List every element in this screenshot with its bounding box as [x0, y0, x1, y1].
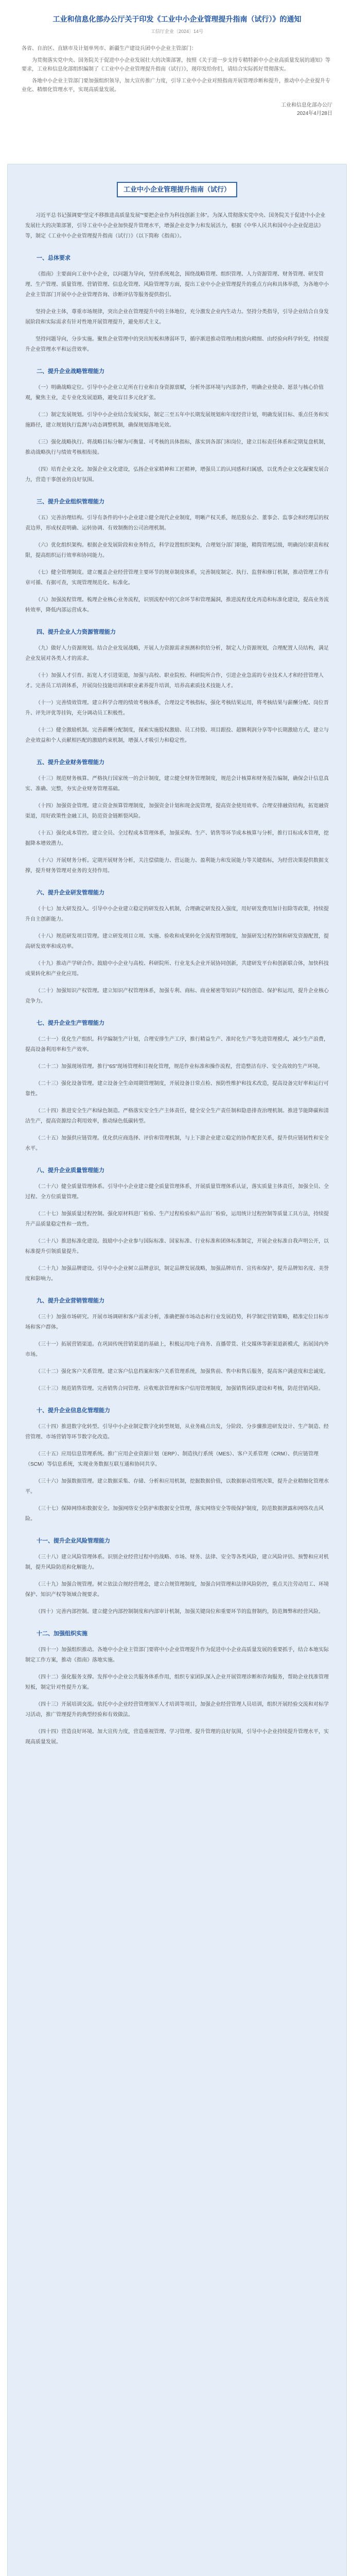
- guide-paragraph: （八）加强流程管理。梳理企业核心业务流程，识别流程中的冗余环节和管理漏洞，推进流程优化再造和标准化建设，提高业务流转效率，降低内部运营成本。: [25, 597, 329, 613]
- guide-paragraph: （二十八）推进标准化建设。鼓励中小企业参与国际标准、国家标准、行业标准和团体标准制定，开展企业标准自我声明公开，以标准提升引领质量提升。: [25, 1239, 329, 1255]
- issuing-office: 工业和信息化部办公厅: [281, 103, 332, 108]
- guide-paragraph: （三十四）推进数字化转型。引导中小企业制定数字化转型规划，从业务痛点出发，分阶段、分步骤推进研发设计、生产制造、经营管理、市场营销等环节数字化改造。: [25, 1424, 329, 1440]
- section-heading: 九、提升企业营销管理能力: [37, 1298, 104, 1304]
- guide-paragraph: （十二）健全激励机制。完善薪酬分配制度，探索实施股权激励、员工持股、项目跟投、超额利润分享等中长期激励方式，建立与企业效益和个人贡献相匹配的激励约束机制，增强人才吸引力和稳定性。: [25, 727, 329, 743]
- guide-paragraph: （十九）推动产学研合作。鼓励中小企业与高校、科研院所、行业龙头企业开展协同创新，共建研发平台和创新联合体，加快科技成果转化和产业化应用。: [25, 961, 329, 977]
- guide-paragraph: （四十）完善内部控制。建立健全内部控制制度和内部审计机制，加强关键岗位和重要环节的监督制约，防范舞弊和经营风险。: [36, 1609, 324, 1615]
- guide-paragraph: 《指南》主要面向工业中小企业，以问题为导向，坚持系统观念，围绕战略管理、组织管理、人力资源管理、财务管理、研发管理、生产管理、质量管理、营销管理、信息化管理、风险管理等方面，提出工业中小企业管理提升的重点方向和具体举措，为各地中小企业主管部门开展中小企业管理咨询、诊断评估等服务提供指引。: [25, 272, 329, 298]
- guide-paragraph: （六）优化组织架构。根据企业发展阶段和业务特点，科学设置组织架构，合理划分部门职能，精简管理层级，明确岗位职责和权限，提高组织运行效率和协同能力。: [25, 543, 329, 558]
- section-heading: 四、提升企业人力资源管理能力: [37, 629, 116, 635]
- guide-paragraph: （一）明确战略定位。引导中小企业立足所在行业和自身资源禀赋，分析外部环境与内部条件，明确企业使命、愿景与核心价值观，聚焦主业，走专业化发展道路，避免盲目多元化扩张。: [25, 385, 324, 401]
- guide-body: [25, 211, 329, 1748]
- guide-paragraph: （二十五）加强供应链管理。优化供应商选择、评价和管理机制，与上下游企业建立稳定的协作配套关系，提升供应链韧性和安全水平。: [25, 1136, 329, 1151]
- guide-paragraph: （十四）加强资金管理。建立资金预算管理制度，加强资金计划和现金流管理，提高资金使用效率。合理安排融资结构，拓宽融资渠道，用好政策性金融工具，防范资金链断裂风险。: [25, 803, 329, 819]
- guide-paragraph: （九）做好人力资源规划。结合企业发展战略，开展人力资源需求预测和供给分析，制定人力资源规划，合理配置人员结构，满足企业发展对各类人才的需求。: [25, 646, 329, 662]
- guide-paragraph: （三十一）拓展营销渠道。在巩固传统营销渠道的基础上，积极运用电子商务、直播带货、社交媒体等新渠道新模式，拓展国内外市场。: [25, 1342, 329, 1358]
- guide-paragraph: （十）加强人才引育。拓宽人才引进渠道，加强与高校、职业院校、科研院所合作，引进企业急需的专业技术人才和经营管理人才。完善员工培训体系，开展岗位技能培训和职业素养提升培训，培养高素质技术技能人才。: [25, 673, 324, 689]
- guide-paragraph: （三）强化战略执行。将战略目标分解为可衡量、可考核的具体指标，落实到各部门和岗位，建立目标责任体系和定期复盘机制，推动战略执行与绩效考核相衔接。: [25, 439, 329, 455]
- guide-paragraph: （十七）加大研发投入。引导中小企业建立稳定的研发投入机制，合理确定研发投入强度，用好研发费用加计扣除等政策，持续提升自主创新能力。: [25, 906, 329, 922]
- guide-paragraph: 坚持企业主体，尊重市场规律，突出企业在管理提升中的主体地位，充分激发企业内生动力。坚持分类指导，引导企业结合自身发展阶段和实际需求有针对性地开展管理提升，避免形式主义。: [25, 309, 329, 325]
- guide-paragraph: 习近平总书记强调要“坚定不移推进高质量发展”“要把企业作为科技创新主体”。为深入贯彻落实党中央、国务院关于促进中小企业发展壮大的决策部署，引导工业中小企业加快提升管理水平，增强企业竞争力和发展活力，根据《中华人民共和国中小企业促进法》等，制定《工业中小企业管理提升指南（试行）》（以下简称《指南》）。: [25, 213, 326, 239]
- section-heading: 十二、加强组织实施: [37, 1631, 87, 1637]
- section-heading: 一、总体要求: [37, 255, 70, 261]
- guide-paragraph: （四十四）营造良好环境。加大宣传力度，营造重视管理、学习管理、提升管理的良好氛围，引导中小企业持续提升管理水平，实现高质量发展。: [25, 1729, 329, 1745]
- section-heading: 五、提升企业财务管理能力: [37, 759, 104, 766]
- guide-paragraph: （二十七）加强质量过程控制。强化原材料进厂检验、生产过程检验和产品出厂检验，运用统计过程控制等质量工具方法，持续提升产品质量稳定性和一致性。: [25, 1211, 329, 1227]
- cover-paragraph: 各地中小企业主管部门要加强组织领导，加大宣传推广力度，引导工业中小企业对照指南开展管理诊断和提升，推动中小企业提升专业化、精细化管理水平，实现高质量发展。: [22, 78, 330, 93]
- guide-paragraph: （四）培育企业文化。加强企业文化建设，弘扬企业家精神和工匠精神，增强员工的认同感和归属感，以优秀企业文化凝聚发展合力，营造干事创业的良好氛围。: [25, 467, 329, 483]
- guide-paragraph: （三十二）强化客户关系管理。建立客户信息档案和客户关系管理系统，加强售前、售中和售后服务，提高客户满意度和忠诚度。: [36, 1369, 329, 1375]
- section-heading: 七、提升企业生产管理能力: [37, 1020, 104, 1026]
- guide-paragraph: （五）完善治理结构。引导有条件的中小企业建立健全现代企业制度，明晰产权关系，规范股东会、董事会、监事会和经理层的权责边界，形成权责明确、运转协调、有效制衡的公司治理机制。: [25, 515, 329, 531]
- section-heading: 六、提升企业研发管理能力: [37, 890, 104, 896]
- section-heading: 十、提升企业信息化管理能力: [37, 1408, 110, 1414]
- guide-paragraph: （二十六）健全质量管理体系。引导中小企业建立健全质量管理体系，开展质量管理体系认证，落实质量主体责任，加强全员、全过程、全方位质量管理。: [25, 1184, 329, 1200]
- guide-paragraph: （三十）加强市场研究。开展市场调研和客户需求分析，准确把握市场动态和行业发展趋势，科学制定营销策略，精准定位目标市场和客户群体。: [25, 1314, 329, 1330]
- issue-date: 2024年4月28日: [297, 111, 332, 116]
- guide-paragraph: （七）健全管理制度。建立覆盖企业经营管理主要环节的规章制度体系，完善制度制定、执行、监督和修订机制，推动管理工作有章可循、有据可查，实现管理规范化、标准化。: [25, 570, 329, 586]
- guide-paragraph: （三十六）加强数据管理。建立数据采集、存储、分析和应用机制，挖掘数据价值，以数据驱动管理决策，提升企业精细化管理水平。: [25, 1479, 329, 1495]
- guide-paragraph: （二十）加强知识产权管理。建立知识产权管理体系，加强专利、商标、商业秘密等知识产权的创造、保护和运用，提升企业核心竞争力。: [25, 988, 329, 1004]
- section-heading: 十一、提升企业风险管理能力: [37, 1538, 110, 1544]
- notice-title: 工业和信息化部办公厅关于印发《工业中小企业管理提升指南（试行）》的通知: [52, 15, 302, 23]
- guide-paragraph: （二十二）加强现场管理。推行“6S”现场管理和目视化管理，规范作业标准和操作流程，营造整洁有序、安全高效的生产环境。: [36, 1064, 323, 1070]
- signature-block: [0, 97, 354, 118]
- section-heading: 三、提升企业组织管理能力: [37, 499, 104, 505]
- guide-paragraph: 坚持问题导向，分步实施。聚焦企业管理中的突出短板和薄弱环节，循序渐进推动管理由粗放向精细、由经验向科学转变，持续提升企业管理水平和运营效率。: [25, 336, 329, 352]
- guide-paragraph: （二十一）优化生产组织。科学编制生产计划，合理安排生产工序，推行精益生产、准时化生产等先进管理模式，减少生产浪费，提高设备利用率和生产效率。: [25, 1037, 329, 1053]
- section-heading: 八、提升企业质量管理能力: [37, 1167, 104, 1174]
- guide-paragraph: （三十五）应用信息管理系统。推广应用企业资源计划（ERP）、制造执行系统（MES）、客户关系管理（CRM）、供应链管理（SCM）等信息系统，实现业务数据互联互通和协同共享。: [25, 1451, 319, 1467]
- document-number: 工信厅企业〔2024〕14号: [150, 29, 204, 34]
- guide-paragraph: （十六）开展财务分析。定期开展财务分析，关注偿债能力、营运能力、盈利能力和发展能力等关键指标，为经营决策提供数据支撑，提升财务管理对业务的支持作用。: [25, 858, 329, 874]
- guide-paragraph: （二十三）强化设备管理。建立设备全生命周期管理制度，开展设备日常点检、预防性维护和技术改造，提高设备完好率和运行可靠性。: [25, 1081, 329, 1097]
- guide-paragraph: （三十七）保障网络和数据安全。加强网络安全防护和数据安全管理，落实网络安全等级保护制度，防范数据泄露和网络攻击风险。: [25, 1506, 324, 1522]
- guide-paragraph: （四十一）加强组织推动。各地中小企业主管部门要将中小企业管理提升作为促进中小企业高质量发展的重要抓手，结合本地实际制定工作方案，推动《指南》落地实施。: [25, 1647, 329, 1663]
- guide-heading: 工业中小企业管理提升指南（试行）: [117, 182, 237, 197]
- section-heading: 二、提升企业战略管理能力: [37, 368, 104, 375]
- addressee: 各省、自治区、直辖市及计划单列市、新疆生产建设兵团中小企业主管部门：: [22, 46, 197, 52]
- guide-paragraph: （二十四）推进安全生产和绿色制造。严格落实安全生产主体责任，健全安全生产责任制和隐患排查治理机制。推进节能降碳和清洁生产，提高资源综合利用效率，推动绿色低碳转型。: [25, 1108, 329, 1124]
- guide-paragraph: （三十九）加强合规管理。树立依法合规经营理念，建立合规管理制度，加强合同管理和法律风险防控，重点关注劳动用工、环境保护、知识产权等领域合规要求。: [25, 1582, 329, 1598]
- cover-paragraph: 为贯彻落实党中央、国务院关于促进中小企业发展壮大的决策部署，按照《关于进一步支持专精特新中小企业高质量发展的通知》等要求，工业和信息化部组织编制了《工业中小企业管理提升指南（试行）》，现印发给你们，请结合实际抓好贯彻落实。: [22, 58, 330, 72]
- guide-paragraph: （四十三）开展培训交流。依托中小企业经营管理领军人才培训等项目，加强企业经营管理人员培训，组织开展经验交流和对标学习活动，推广管理提升的典型经验和有效做法。: [25, 1702, 329, 1718]
- guide-paragraph: （四十二）强化服务支撑。发挥中小企业公共服务体系作用，组织专家团队深入企业开展管理诊断和咨询服务，帮助企业找准管理短板，制定针对性提升方案。: [25, 1674, 329, 1690]
- guide-paragraph: （十一）完善绩效管理。建立科学合理的绩效考核体系，合理设定考核指标，强化考核结果运用，将考核结果与薪酬分配、岗位晋升、评先评优等挂钩，充分调动员工积极性。: [25, 700, 329, 716]
- guide-paragraph: （十八）规范研发项目管理。建立研发项目立项、实施、验收和成果转化全流程管理制度，加强研发过程控制和研发资源配置，提高研发效率和成功率。: [25, 934, 329, 950]
- guide-paragraph: （三十八）建立风险管理体系。识别企业经营过程中的战略、市场、财务、法律、安全等各类风险，建立风险评估、预警和应对机制，提升风险防范和化解能力。: [25, 1554, 329, 1570]
- cover-letter: [0, 35, 354, 94]
- guide-paragraph: （三十三）规范销售管理。完善销售合同管理、应收账款管理和客户信用管理制度，加强销售团队建设和考核，防范营销风险。: [36, 1386, 324, 1392]
- guide-paragraph: （二）制定发展规划。引导中小企业结合发展实际，制定三至五年中长期发展规划和年度经营计划，明确发展目标、重点任务和实施路径，建立规划执行监测与动态调整机制，确保规划落地见效。: [25, 412, 329, 428]
- guide-paragraph: （二十九）加强品牌建设。引导中小企业树立品牌意识，制定品牌发展战略，加强品牌培育、宣传和保护，提升品牌知名度、美誉度和影响力。: [25, 1266, 329, 1282]
- guide-paragraph: （十五）强化成本管控。建立全员、全过程成本管理体系，加强采购、生产、销售等环节成本核算与分析，推行目标成本管理，挖掘降本增效潜力。: [25, 831, 329, 846]
- guide-paragraph: （十三）规范财务核算。严格执行国家统一的会计制度，建立健全财务管理制度，规范会计核算和财务报告编制，确保会计信息真实、准确、完整，夯实企业财务管理基础。: [25, 776, 329, 792]
- guide-panel: [7, 164, 347, 2576]
